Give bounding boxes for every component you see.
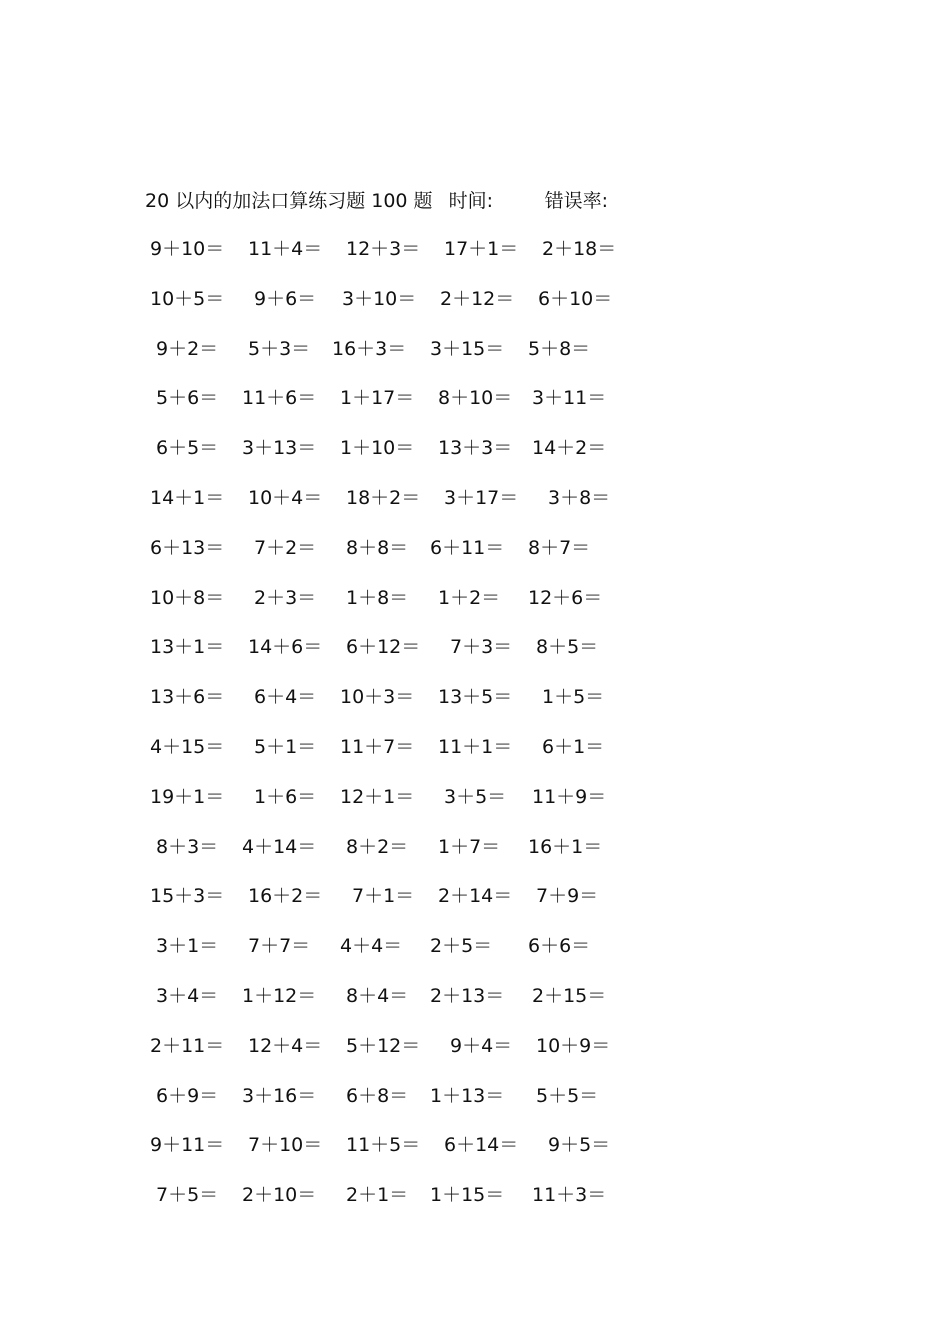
time-label: 时间: — [448, 190, 494, 212]
problem-row — [146, 533, 646, 583]
problem-item: 2＋5＝ — [430, 935, 493, 958]
problem-item: 16＋3＝ — [332, 337, 407, 360]
problem-item: 7＋5＝ — [156, 1184, 219, 1207]
problem-item: 19＋1＝ — [150, 785, 225, 808]
problem-item: 6＋14＝ — [444, 1134, 519, 1157]
problem-item: 18＋2＝ — [346, 486, 421, 509]
problem-item: 6＋13＝ — [150, 536, 225, 559]
problem-item: 5＋8＝ — [528, 337, 591, 360]
problem-item: 5＋12＝ — [346, 1034, 421, 1057]
problem-item: 1＋13＝ — [430, 1084, 505, 1107]
problem-row — [146, 632, 646, 682]
problem-item: 2＋14＝ — [438, 885, 513, 908]
problem-item: 1＋8＝ — [346, 586, 409, 609]
problem-item: 13＋3＝ — [438, 437, 513, 460]
problem-item: 2＋11＝ — [150, 1034, 225, 1057]
problem-row — [146, 583, 646, 633]
problem-item: 3＋5＝ — [444, 785, 507, 808]
problem-item: 1＋2＝ — [438, 586, 501, 609]
problem-item: 1＋5＝ — [542, 686, 605, 709]
problem-row — [146, 284, 646, 334]
problem-item: 12＋3＝ — [346, 238, 421, 260]
problem-item: 8＋10＝ — [438, 387, 513, 410]
problem-item: 16＋1＝ — [528, 835, 603, 858]
problem-row — [146, 383, 646, 433]
problem-item: 6＋10＝ — [538, 287, 613, 310]
problem-item: 9＋5＝ — [548, 1134, 611, 1157]
problem-item: 1＋12＝ — [242, 984, 317, 1007]
problem-item: 6＋8＝ — [346, 1084, 409, 1107]
problem-item: 10＋9＝ — [536, 1034, 611, 1057]
problem-row — [146, 1180, 646, 1230]
problem-item: 12＋4＝ — [248, 1034, 323, 1057]
problem-row — [146, 931, 646, 981]
problem-item: 2＋10＝ — [242, 1184, 317, 1207]
problem-row — [146, 1130, 646, 1180]
problem-item: 5＋3＝ — [248, 337, 311, 360]
problem-item: 3＋17＝ — [444, 486, 519, 509]
problem-item: 11＋7＝ — [340, 735, 415, 758]
problem-item: 7＋1＝ — [352, 885, 415, 908]
problem-row — [146, 732, 646, 782]
problem-item: 1＋17＝ — [340, 387, 415, 410]
problem-item: 8＋4＝ — [346, 984, 409, 1007]
problem-item: 8＋3＝ — [156, 835, 219, 858]
problem-item: 2＋18＝ — [542, 238, 617, 260]
problem-item: 5＋6＝ — [156, 387, 219, 410]
problem-row — [146, 483, 646, 533]
problem-item: 11＋6＝ — [242, 387, 317, 410]
problem-item: 3＋4＝ — [156, 984, 219, 1007]
problem-item: 8＋8＝ — [346, 536, 409, 559]
problem-item: 16＋2＝ — [248, 885, 323, 908]
problem-item: 15＋3＝ — [150, 885, 225, 908]
problem-row — [146, 234, 646, 284]
problem-item: 13＋5＝ — [438, 686, 513, 709]
problem-item: 8＋2＝ — [346, 835, 409, 858]
problem-item: 9＋10＝ — [150, 238, 225, 260]
problem-item: 9＋2＝ — [156, 337, 219, 360]
problem-item: 1＋7＝ — [438, 835, 501, 858]
problem-item: 9＋4＝ — [450, 1034, 513, 1057]
problem-item: 1＋10＝ — [340, 437, 415, 460]
problem-row — [146, 832, 646, 882]
problem-item: 1＋6＝ — [254, 785, 317, 808]
problem-item: 3＋13＝ — [242, 437, 317, 460]
worksheet-header — [145, 186, 608, 216]
error-rate-label: 错误率: — [544, 190, 609, 212]
problem-item: 14＋2＝ — [532, 437, 607, 460]
problem-item: 6＋9＝ — [156, 1084, 219, 1107]
problem-item: 7＋10＝ — [248, 1134, 323, 1157]
problem-item: 9＋11＝ — [150, 1134, 225, 1157]
problem-item: 2＋13＝ — [430, 984, 505, 1007]
problem-item: 3＋8＝ — [548, 486, 611, 509]
problem-item: 3＋15＝ — [430, 337, 505, 360]
problem-item: 5＋1＝ — [254, 735, 317, 758]
problem-row — [146, 881, 646, 931]
problem-item: 3＋16＝ — [242, 1084, 317, 1107]
problem-item: 6＋1＝ — [542, 735, 605, 758]
problem-item: 12＋6＝ — [528, 586, 603, 609]
problem-item: 9＋6＝ — [254, 287, 317, 310]
problem-grid — [146, 234, 646, 1230]
problem-item: 2＋3＝ — [254, 586, 317, 609]
problem-item: 11＋4＝ — [248, 238, 323, 260]
problem-item: 13＋1＝ — [150, 636, 225, 659]
problem-item: 7＋9＝ — [536, 885, 599, 908]
problem-item: 6＋12＝ — [346, 636, 421, 659]
problem-item: 3＋1＝ — [156, 935, 219, 958]
worksheet-title: 20 以内的加法口算练习题 100 题 — [145, 190, 433, 212]
problem-row — [146, 682, 646, 732]
problem-row — [146, 1081, 646, 1131]
problem-item: 11＋5＝ — [346, 1134, 421, 1157]
problem-item: 4＋4＝ — [340, 935, 403, 958]
problem-row — [146, 981, 646, 1031]
problem-item: 10＋5＝ — [150, 287, 225, 310]
problem-item: 2＋15＝ — [532, 984, 607, 1007]
problem-item: 6＋5＝ — [156, 437, 219, 460]
problem-item: 6＋11＝ — [430, 536, 505, 559]
problem-item: 11＋9＝ — [532, 785, 607, 808]
problem-row — [146, 334, 646, 384]
problem-item: 11＋3＝ — [532, 1184, 607, 1207]
problem-item: 14＋1＝ — [150, 486, 225, 509]
problem-item: 7＋7＝ — [248, 935, 311, 958]
problem-item: 4＋15＝ — [150, 735, 225, 758]
problem-item: 11＋1＝ — [438, 735, 513, 758]
problem-item: 10＋3＝ — [340, 686, 415, 709]
problem-row — [146, 782, 646, 832]
problem-item: 12＋1＝ — [340, 785, 415, 808]
problem-item: 10＋8＝ — [150, 586, 225, 609]
problem-item: 3＋10＝ — [342, 287, 417, 310]
problem-item: 10＋4＝ — [248, 486, 323, 509]
problem-item: 8＋7＝ — [528, 536, 591, 559]
problem-item: 2＋1＝ — [346, 1184, 409, 1207]
problem-item: 4＋14＝ — [242, 835, 317, 858]
problem-item: 6＋4＝ — [254, 686, 317, 709]
problem-item: 2＋12＝ — [440, 287, 515, 310]
problem-item: 3＋11＝ — [532, 387, 607, 410]
problem-item: 7＋2＝ — [254, 536, 317, 559]
problem-item: 17＋1＝ — [444, 238, 519, 260]
problem-item: 7＋3＝ — [450, 636, 513, 659]
problem-item: 6＋6＝ — [528, 935, 591, 958]
problem-row — [146, 1031, 646, 1081]
problem-row — [146, 433, 646, 483]
problem-item: 8＋5＝ — [536, 636, 599, 659]
problem-item: 1＋15＝ — [430, 1184, 505, 1207]
problem-item: 14＋6＝ — [248, 636, 323, 659]
problem-item: 13＋6＝ — [150, 686, 225, 709]
problem-item: 5＋5＝ — [536, 1084, 599, 1107]
